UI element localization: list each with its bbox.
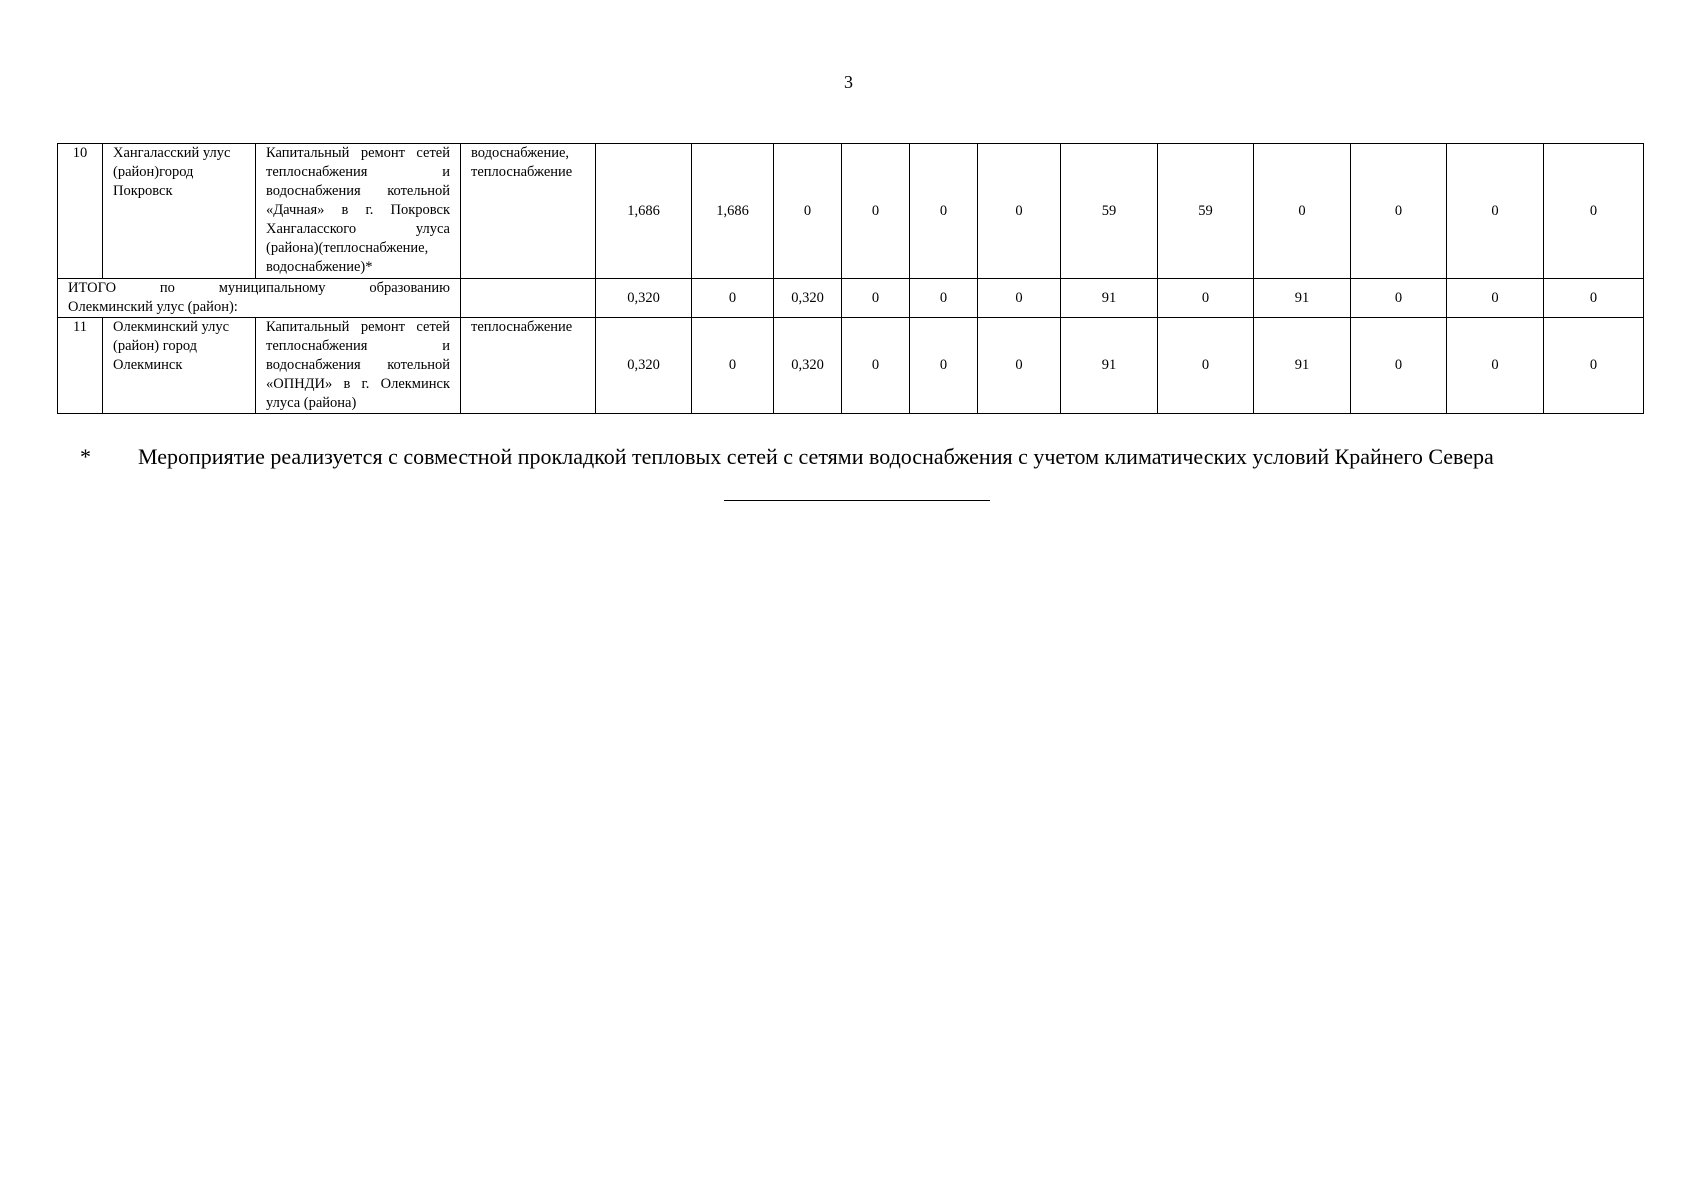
municipality-cell: Хангаласский улус (район)город Покровск <box>103 144 256 279</box>
value-cell: 91 <box>1254 279 1351 318</box>
description-cell: Капитальный ремонт сетей теплоснабжения и водоснабжения котельной «Дачная» в г. Покровск Хангаласского улуса (района)(теплоснабжение, водоснабжение)* <box>256 144 461 279</box>
value-cell: 91 <box>1254 318 1351 414</box>
table-row <box>58 318 1644 414</box>
value-cell: 0 <box>842 144 910 279</box>
value-cell: 0 <box>842 279 910 318</box>
value-cell: 0 <box>692 279 774 318</box>
municipality-cell: Олекминский улус (район) город Олекминск <box>103 318 256 414</box>
value-cell: 0 <box>692 318 774 414</box>
row-index: 10 <box>58 144 103 279</box>
value-cell: 0 <box>1544 144 1644 279</box>
page-number: 3 <box>844 72 853 92</box>
value-cell: 0 <box>910 318 978 414</box>
table-row <box>58 144 1644 279</box>
value-cell: 0,320 <box>774 279 842 318</box>
value-cell: 0 <box>1351 318 1447 414</box>
total-word: по <box>159 280 175 296</box>
value-cell: 0,320 <box>596 318 692 414</box>
data-table <box>57 143 1644 414</box>
total-word: муниципальному <box>218 280 326 296</box>
value-cell: 91 <box>1061 318 1158 414</box>
value-cell: 0 <box>910 144 978 279</box>
value-cell: 1,686 <box>596 144 692 279</box>
value-cell: 0 <box>1158 279 1254 318</box>
value-cell: 0 <box>910 279 978 318</box>
type-cell: водоснабжение, теплоснабжение <box>461 144 596 279</box>
type-cell <box>461 279 596 318</box>
total-label <box>58 279 461 318</box>
value-cell: 59 <box>1158 144 1254 279</box>
value-cell: 59 <box>1061 144 1158 279</box>
footnote-text: Мероприятие реализуется с совместной прокладкой тепловых сетей с сетями водоснабжения с учетом климатических условий Крайнего Севера <box>138 444 1494 469</box>
value-cell: 0 <box>1158 318 1254 414</box>
value-cell: 0 <box>978 144 1061 279</box>
value-cell: 0 <box>1351 144 1447 279</box>
footnote <box>80 444 1635 470</box>
value-cell: 91 <box>1061 279 1158 318</box>
value-cell: 0 <box>1254 144 1351 279</box>
value-cell: 0 <box>842 318 910 414</box>
type-cell: теплоснабжение <box>461 318 596 414</box>
value-cell: 1,686 <box>692 144 774 279</box>
closing-rule <box>724 500 990 501</box>
description-cell: Капитальный ремонт сетей теплоснабжения и водоснабжения котельной «ОПНДИ» в г. Олекминск улуса (района) <box>256 318 461 414</box>
value-cell: 0,320 <box>774 318 842 414</box>
value-cell: 0 <box>1544 279 1644 318</box>
value-cell: 0 <box>1544 318 1644 414</box>
value-cell: 0 <box>978 279 1061 318</box>
value-cell: 0 <box>774 144 842 279</box>
total-label-line2: Олекминский улус (район): <box>68 299 238 315</box>
value-cell: 0 <box>1351 279 1447 318</box>
total-word: ИТОГО <box>68 280 117 296</box>
value-cell: 0 <box>1447 318 1544 414</box>
value-cell: 0 <box>1447 144 1544 279</box>
row-index: 11 <box>58 318 103 414</box>
footnote-marker: * <box>80 444 91 469</box>
total-row <box>58 279 1644 318</box>
value-cell: 0 <box>1447 279 1544 318</box>
value-cell: 0 <box>978 318 1061 414</box>
value-cell: 0,320 <box>596 279 692 318</box>
total-word: образованию <box>369 280 450 296</box>
